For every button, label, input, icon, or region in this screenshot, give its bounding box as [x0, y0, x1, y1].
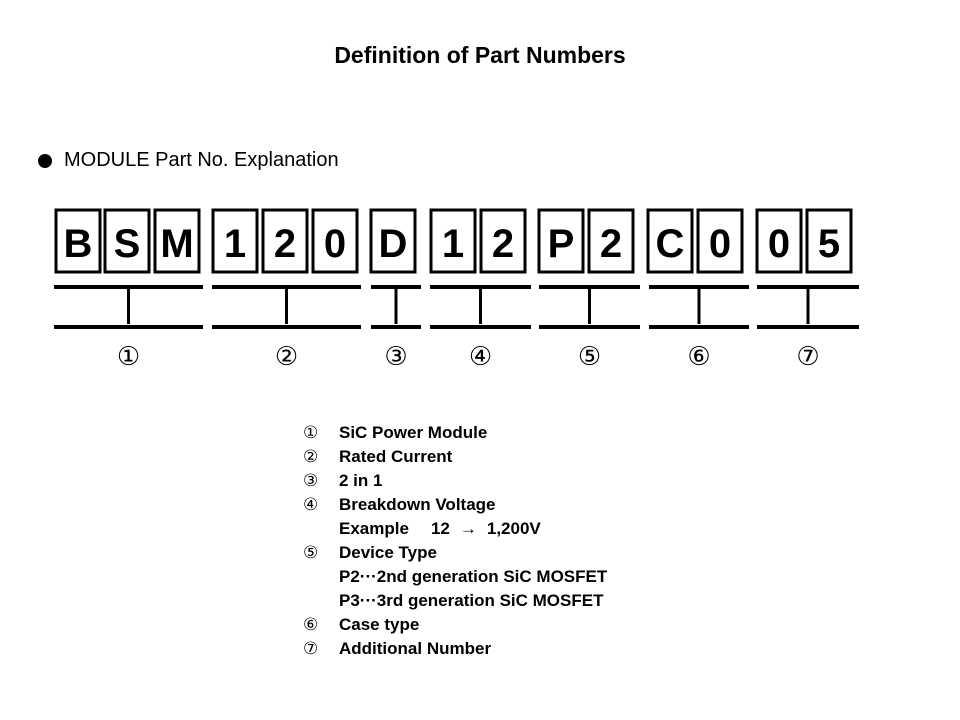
arrow-right-icon: → — [459, 519, 477, 538]
part-char: M — [160, 222, 194, 266]
legend-item — [303, 637, 607, 661]
legend-number: ② — [303, 447, 319, 467]
legend-item — [303, 469, 607, 493]
example-label: Example — [339, 519, 409, 538]
part-char: 1 — [223, 222, 247, 266]
legend-label: Device Type — [339, 543, 437, 562]
legend-label: Breakdown Voltage — [339, 495, 496, 514]
part-char: B — [63, 222, 93, 266]
legend-number: ⑥ — [303, 615, 319, 635]
legend-item — [303, 493, 607, 517]
page-title: Definition of Part Numbers — [334, 42, 626, 68]
device-type-line: P3···3rd generation SiC MOSFET — [339, 591, 604, 610]
group-number-label: ⑤ — [577, 342, 602, 372]
legend-item — [303, 541, 607, 565]
group-number-label: ⑥ — [687, 342, 711, 372]
legend-number: ⑦ — [303, 639, 319, 659]
part-char: 2 — [273, 222, 297, 266]
device-type-line: P2···2nd generation SiC MOSFET — [339, 567, 608, 586]
part-char: 2 — [491, 222, 515, 266]
part-char: D — [378, 222, 408, 266]
legend-number: ④ — [303, 495, 319, 515]
part-char: 0 — [767, 222, 791, 266]
legend — [303, 421, 607, 661]
legend-label: 2 in 1 — [339, 471, 383, 490]
legend-item — [303, 445, 607, 469]
subtitle: MODULE Part No. Explanation — [64, 149, 339, 171]
part-char: C — [655, 222, 685, 266]
part-char: 2 — [599, 222, 623, 266]
legend-number: ③ — [303, 471, 319, 491]
part-char: 0 — [323, 222, 347, 266]
group-number-label: ③ — [384, 342, 408, 372]
legend-number: ⑤ — [303, 543, 319, 563]
legend-item — [303, 613, 607, 637]
legend-label: Additional Number — [339, 639, 492, 658]
group-number-label: ⑦ — [796, 342, 820, 372]
part-char: P — [547, 222, 575, 266]
legend-item — [303, 421, 607, 445]
part-char: 5 — [817, 222, 841, 266]
part-char: 1 — [441, 222, 465, 266]
part-char: 0 — [708, 222, 732, 266]
legend-example — [303, 517, 607, 541]
part-char: S — [113, 222, 141, 266]
legend-label: SiC Power Module — [339, 423, 488, 442]
example-to: 1,200V — [486, 519, 541, 538]
legend-label: Rated Current — [339, 447, 453, 466]
group-number-label: ① — [116, 342, 141, 372]
group-number-label: ④ — [468, 342, 493, 372]
legend-label: Case type — [339, 615, 420, 634]
legend-number: ① — [303, 423, 319, 443]
example-from: 12 — [430, 519, 450, 538]
group-number-label: ② — [274, 342, 299, 372]
